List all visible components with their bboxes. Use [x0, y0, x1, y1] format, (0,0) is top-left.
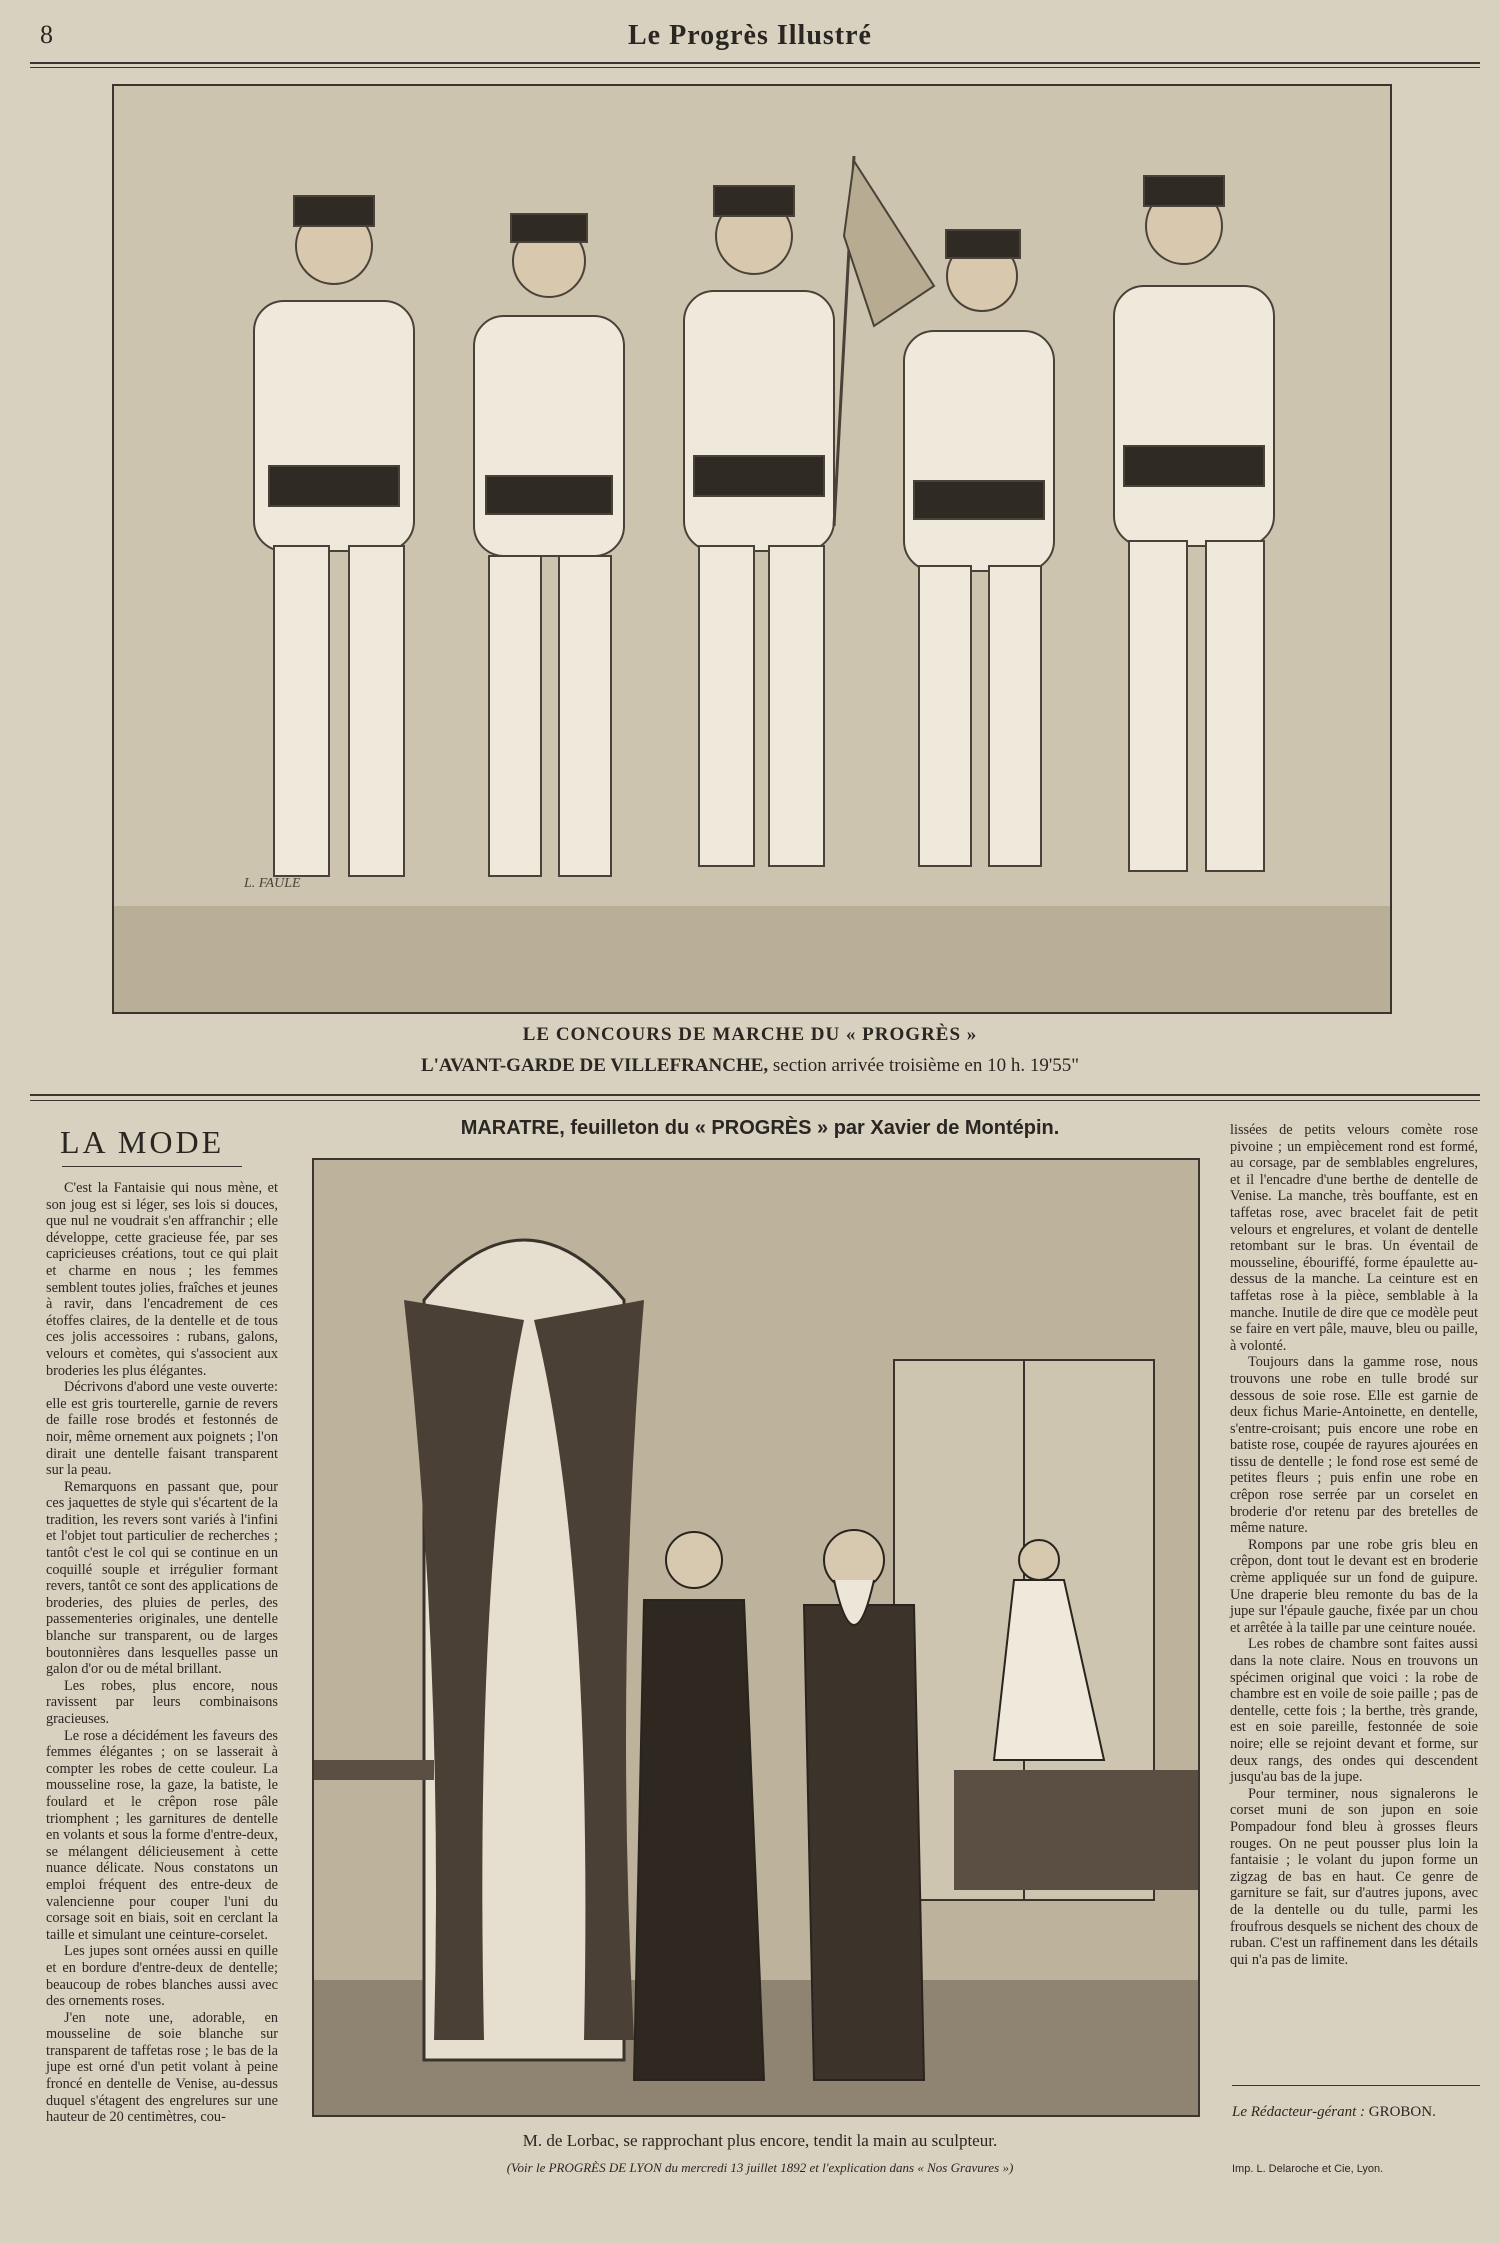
masthead-rule-thin: [30, 67, 1480, 68]
mode-column-right: [1230, 1122, 1478, 1968]
masthead-rule: [30, 62, 1480, 64]
feuilleton-caption: M. de Lorbac, se rapprochant plus encore, tendit la main au sculpteur.: [522, 2131, 998, 2150]
redacteur-label: Le Rédacteur-gérant :: [1232, 2104, 1365, 2120]
paragraph: Pour terminer, nous signalerons le corset muni de son jupon en soie Pompadour fond bleu à grosses fleurs rouges. On ne peut pousser plus loin la fantaisie ; le volant du jupon forme un zigzag de bas en haut. Ce genre de garniture se fait, sur d'autres jupons, avec de la dentelle ou du tulle, parmi les froufrous desquels se nichent des choux de ruban. C'est un raffinement dans les détails qui n'a pas de limite.: [1230, 1785, 1478, 1968]
mode-column-left: [46, 1180, 278, 2126]
mode-title-rule: [62, 1166, 242, 1167]
paragraph: Rompons par une robe gris bleu en crêpon, dont tout le devant est en broderie crème appliquée sur un fond de guipure. Une draperie bleu remonte du bas de la jupe sur l'épaule gauche, fixée par un chou et arrêtée à la taille par une ceinture nouée.: [1230, 1536, 1478, 1636]
redacteur-gerant: [1232, 2104, 1482, 2121]
artist-signature: L. FAULE: [244, 876, 301, 891]
page-number: 8: [40, 20, 53, 49]
paragraph: Les jupes sont ornées aussi en quille et en bordure d'entre-deux de dentelle; beaucoup de robes blanches aussi avec des ornements roses.: [46, 1943, 278, 2010]
footer-rule: [1232, 2085, 1480, 2086]
section-rule-thin: [30, 1100, 1480, 1101]
top-caption-rest: section arrivée troisième en 10 h. 19'55": [772, 1055, 1080, 1076]
paragraph: Décrivons d'abord une veste ouverte: elle est gris tourterelle, garnie de revers de faille rose brodés et festonnés de noir, même ornement aux poignets ; l'on dirait une dentelle faisant transparent sur la peau.: [46, 1379, 278, 1479]
masthead: Le Progrès Illustré: [628, 20, 872, 51]
feuilleton-title: MARATRE, feuilleton du « PROGRÈS » par Xavier de Montépin.: [460, 1117, 1060, 1139]
imprimeur: Imp. L. Delaroche et Cie, Lyon.: [1232, 2163, 1384, 2175]
paragraph: Les robes, plus encore, nous ravissent par leurs combinaisons gracieuses.: [46, 1677, 278, 1727]
paragraph: C'est la Fantaisie qui nous mène, et son joug est si léger, ses lois si douces, que nul ne voudrait s'en affranchir ; elle développe, cette gracieuse fée, par ses capricieuses créations, tout ce qui plait et charme en nous ; les femmes semblent toutes jolies, fraîches et jeunes à ravir, dans l'encadrement de ces étoffes claires, de la dentelle et de tous ces jolis accessoires : rubans, galons, velours et comètes, qui s'associent aux broderies les plus élégantes.: [46, 1180, 278, 1379]
paragraph: Le rose a décidément les faveurs des femmes élégantes ; on se lasserait à compter les robes de cette couleur. La mousseline rose, la gaze, la batiste, le foulard et le crêpon rose pâle triomphent ; les garnitures de dentelle en volants et sous la forme d'entre-deux, se mélangent délicieusement à cette nuance délicate. Nous constatons un emploi fréquent des entre-deux de valencienne pour couper l'uni du corsage soit en biais, soit en cerclant la taille et simulant une ceinture-corselet.: [46, 1727, 278, 1943]
feuilleton-engraving: [312, 1158, 1200, 2117]
top-engraving: [112, 84, 1392, 1014]
top-caption-line2: [0, 1055, 1500, 1077]
mode-title: LA MODE: [60, 1124, 225, 1160]
redacteur-name: GROBON.: [1368, 2104, 1436, 2120]
paragraph: Toujours dans la gamme rose, nous trouvons une robe en tulle brodé sur dessous de soie rose. Elle est garnie de deux fichus Marie-Antoinette, en dentelle, s'entre-croisant; puis encore une robe en batiste rose, coupée de rayures ajourées en tissu de dentelle ; le fond rose est semé de petites fleurs ; puis enfin une robe en crêpon rose serrée par un corselet en broderie d'or retenu par des bretelles de même nature.: [1230, 1354, 1478, 1537]
feuilleton-reference: (Voir le PROGRÈS DE LYON du mercredi 13 juillet 1892 et l'explication dans « Nos Gravures »): [506, 2160, 1014, 2175]
paragraph: J'en note une, adorable, en mousseline de soie blanche sur transparent de taffetas rose ; le bas de la jupe est orné d'un petit volant à peine froncé en dentelle de Venise, au-dessus duquel s'étagent des engrelures sur une hauteur de 20 centimètres, cou-: [46, 2009, 278, 2126]
walkers-illustration: [114, 86, 1390, 1012]
salon-illustration: [314, 1160, 1198, 2115]
paragraph: lissées de petits velours comète rose pivoine ; un empiècement rond est formé, au corsage, par de semblables engrelures, et il l'encadre d'une berthe de dentelle de Venise. La manche, très bouffante, est en taffetas rose, avec bracelet fait de petit velours et engrelures, et volant de dentelle retombant sur le bras. Un éventail de mousseline, ébouriffé, forme épaulette au-dessus de la manche. La ceinture est en taffetas rose à la pièce, semblable à la manche. Inutile de dire que ce modèle peut se faire en vert pâle, mauve, bleu ou paille, à volonté.: [1230, 1122, 1478, 1354]
top-caption-bold: L'AVANT-GARDE DE VILLEFRANCHE,: [420, 1055, 769, 1076]
paragraph: Les robes de chambre sont faites aussi dans la note claire. Nous en trouvons un spécimen original que voici : la robe de chambre est en voile de soie paille ; pas de dentelle, cette fois ; la berthe, très grande, est en soie pareille, festonnée de soie noire; elle se rejoint devant et forme, sur deux rangs, des ondes qui descendent jusqu'au bas de la jupe.: [1230, 1636, 1478, 1786]
section-rule: [30, 1094, 1480, 1096]
top-caption-line1: LE CONCOURS DE MARCHE DU « PROGRÈS »: [522, 1024, 978, 1045]
paragraph: Remarquons en passant que, pour ces jaquettes de style qui s'écartent de la tradition, les revers sont variés à l'infini et l'objet tout particulier de recherches ; tantôt c'est le col qui se continue en un coquillé souple et irrégulier formant revers, tantôt ce sont des applications de broderies, des pluies de perles, des passementeries originales, une dentelle blanche sur transparent, ou de larges boutonnières dans lesquelles passe un galon d'or ou de métal brillant.: [46, 1478, 278, 1678]
